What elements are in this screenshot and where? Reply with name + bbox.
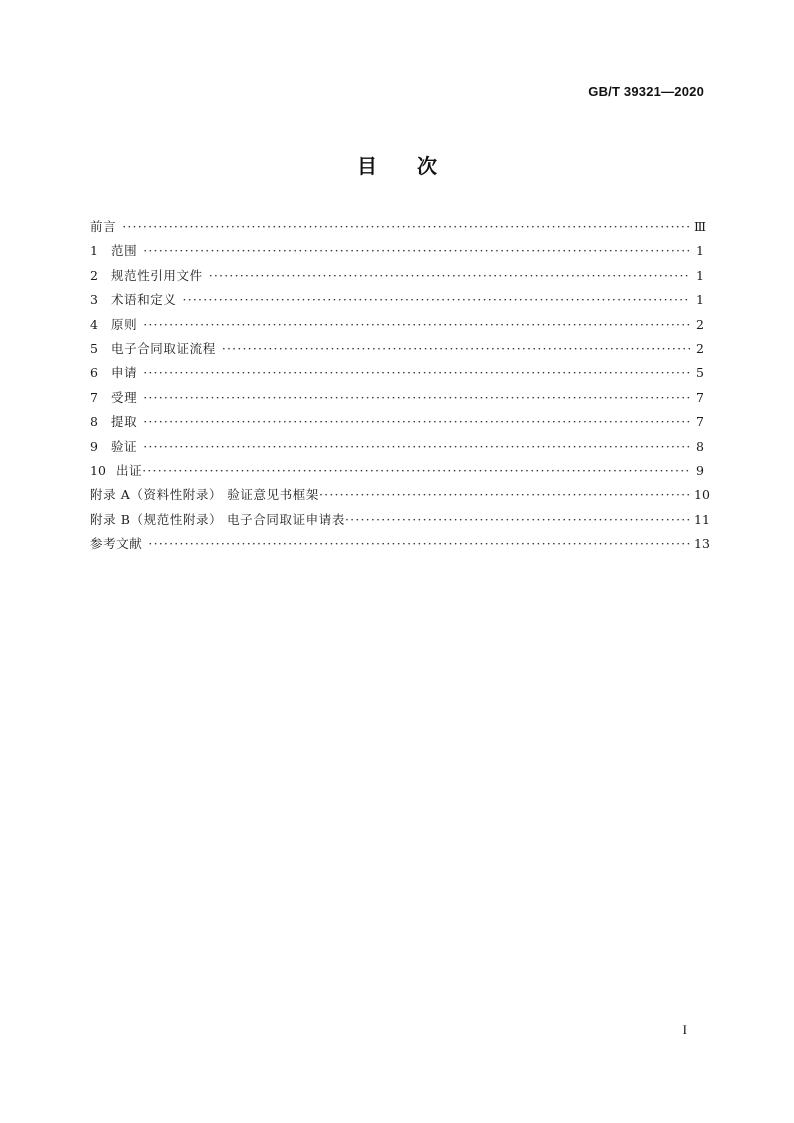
toc-entry-label: 出证 [116, 462, 143, 478]
toc-entry-number: 10 [90, 462, 106, 478]
toc-dot-leader [345, 508, 690, 532]
toc-entry-label: 规范性引用文件 [111, 267, 203, 283]
toc-entry-label: 电子合同取证流程 [111, 340, 216, 356]
toc-entry-appendix-a[interactable] [90, 483, 710, 507]
toc-entry-label: 提取 [111, 414, 138, 430]
toc-dot-leader [319, 483, 690, 507]
toc-entry-preface[interactable] [90, 215, 707, 239]
toc-entry-page: Ⅲ [694, 219, 707, 234]
toc-entry-prefix: 附录 B（规范性附录） [90, 511, 223, 527]
toc-entry-page: 8 [696, 438, 704, 454]
toc-entry-appendix-b[interactable] [90, 508, 710, 532]
toc-entry-4[interactable] [90, 313, 704, 337]
toc-entry-label: 验证 [111, 438, 138, 454]
toc-entry-label: 电子合同取证申请表 [227, 511, 345, 527]
toc-entry-5[interactable] [90, 337, 704, 361]
toc-entry-page: 9 [696, 462, 704, 478]
toc-entry-page: 2 [696, 316, 704, 332]
toc-entry-page: 13 [694, 536, 710, 552]
toc-entry-3[interactable] [90, 288, 704, 312]
toc-entry-7[interactable] [90, 386, 704, 410]
toc-dot-leader [143, 435, 690, 459]
toc-dot-leader [183, 288, 690, 312]
toc-dot-leader [143, 361, 690, 385]
toc-entry-number: 7 [90, 389, 98, 405]
toc-entry-2[interactable] [90, 264, 704, 288]
toc-dot-leader [209, 264, 690, 288]
toc-entry-page: 1 [696, 243, 704, 259]
toc-entry-page: 7 [696, 414, 704, 430]
toc-entry-page: 11 [694, 511, 710, 527]
toc-entry-label: 受理 [111, 389, 138, 405]
toc-entry-number: 5 [90, 340, 98, 356]
standard-code: GB/T 39321—2020 [588, 84, 704, 99]
toc-entry-label: 范围 [111, 243, 138, 259]
toc-dot-leader [148, 532, 690, 556]
toc-dot-leader [143, 410, 690, 434]
toc-entry-1[interactable] [90, 239, 704, 263]
toc-dot-leader [142, 459, 690, 483]
toc-dot-leader [122, 215, 690, 239]
toc-entry-8[interactable] [90, 410, 704, 434]
toc-entry-page: 5 [696, 365, 704, 381]
toc-entry-number: 6 [90, 365, 98, 381]
toc-dot-leader [222, 337, 690, 361]
toc-entry-references[interactable] [90, 532, 710, 556]
toc-entry-label: 申请 [111, 365, 138, 381]
toc-entry-page: 1 [696, 292, 704, 308]
toc-entry-number: 4 [90, 316, 98, 332]
page-number: I [682, 1022, 687, 1037]
toc-entry-page: 10 [694, 487, 710, 503]
toc-entry-page: 7 [696, 389, 704, 405]
toc-entry-number: 8 [90, 414, 98, 430]
toc-entry-page: 2 [696, 340, 704, 356]
toc-entry-label: 前言 [90, 219, 117, 234]
toc-entry-10[interactable] [90, 459, 704, 483]
table-of-contents [90, 215, 710, 556]
page-title: 目次 [357, 154, 477, 178]
toc-entry-label: 术语和定义 [111, 292, 177, 308]
toc-entry-label: 原则 [111, 316, 138, 332]
toc-entry-number: 3 [90, 292, 98, 308]
toc-entry-label: 验证意见书框架 [227, 487, 319, 503]
toc-dot-leader [143, 386, 690, 410]
toc-entry-6[interactable] [90, 361, 704, 385]
toc-entry-number: 2 [90, 267, 98, 283]
toc-dot-leader [143, 313, 690, 337]
toc-dot-leader [143, 239, 690, 263]
toc-entry-prefix: 附录 A（资料性附录） [90, 487, 223, 503]
toc-entry-9[interactable] [90, 435, 704, 459]
toc-entry-page: 1 [696, 267, 704, 283]
toc-entry-label: 参考文献 [90, 536, 143, 552]
toc-entry-number: 9 [90, 438, 98, 454]
toc-entry-number: 1 [90, 243, 98, 259]
